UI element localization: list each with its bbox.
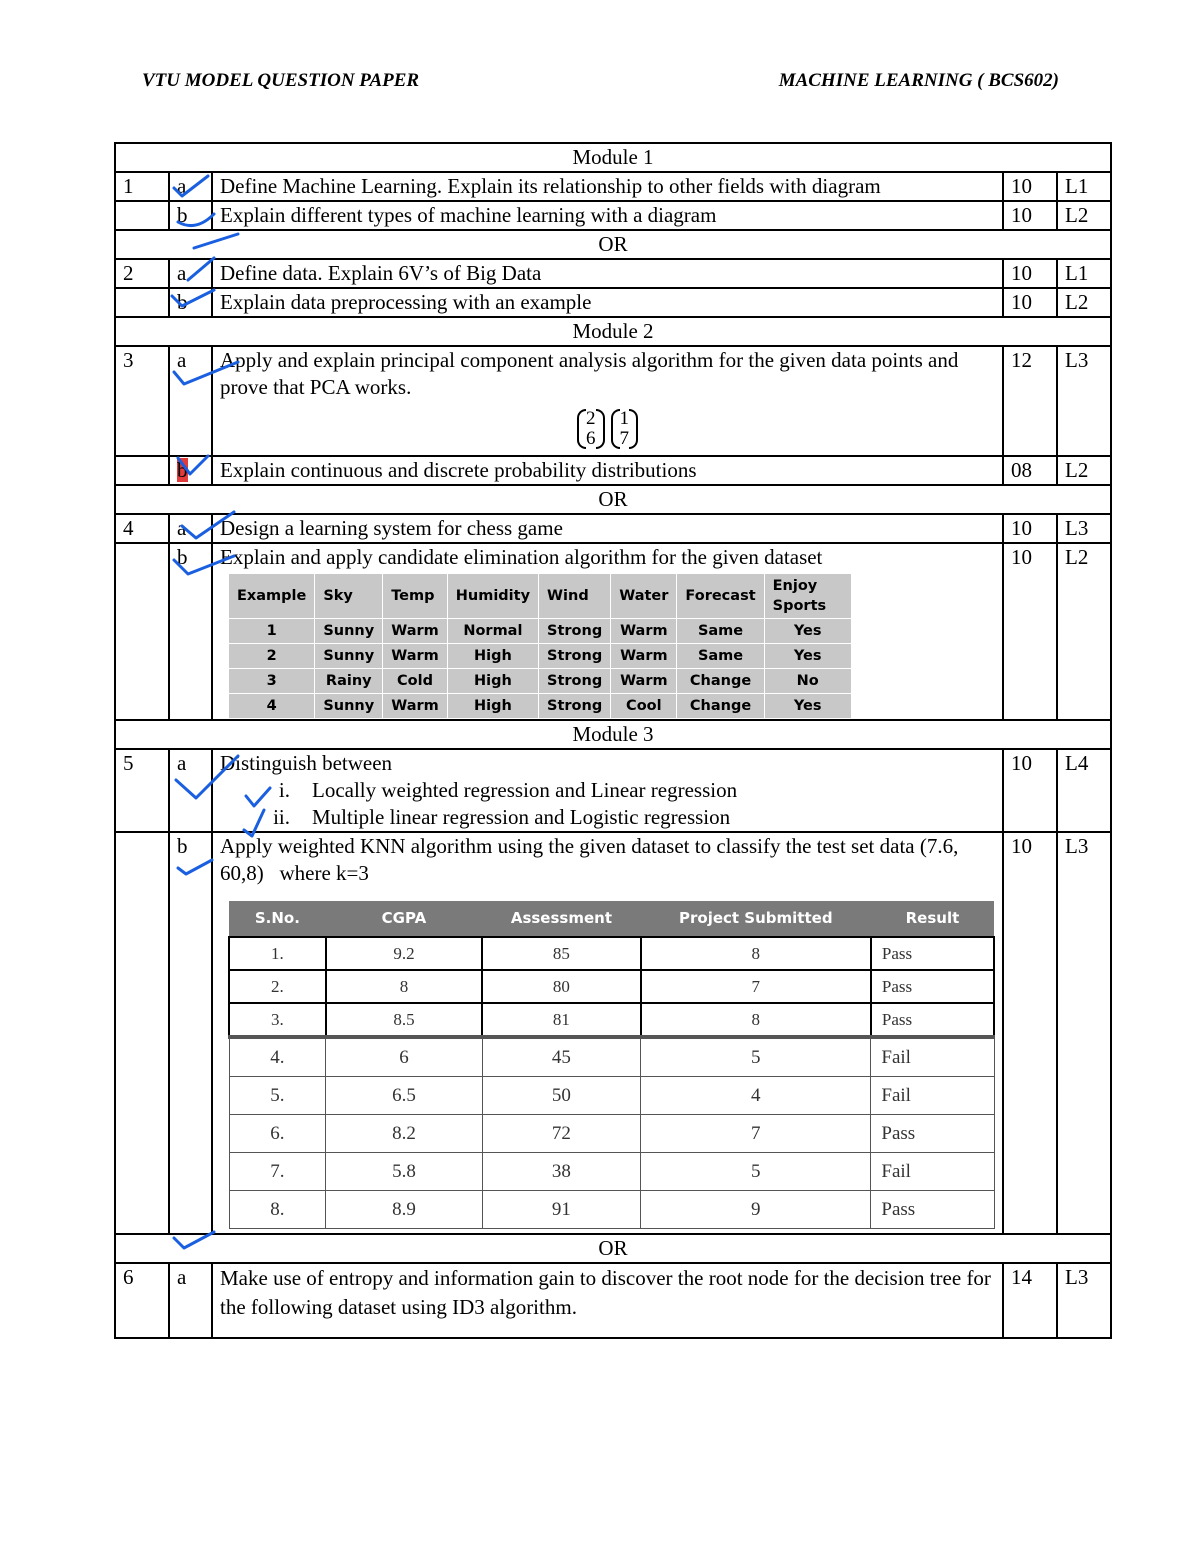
sub-item-number: ii. [273, 805, 290, 829]
table-cell: Pass [871, 970, 994, 1003]
question-number: 6 [115, 1263, 169, 1338]
table-cell: 3. [229, 1003, 326, 1037]
highlighted-sub-label: b [177, 458, 188, 482]
table-cell: Warm [611, 644, 677, 669]
question-number [115, 201, 169, 230]
table-header-cell: S.No. [229, 901, 326, 937]
table-header-cell: Forecast [677, 574, 764, 619]
table-cell: Warm [383, 619, 448, 644]
table-cell: 7 [641, 1115, 871, 1153]
table-cell: Pass [871, 937, 994, 970]
table-header-cell: Project Submitted [641, 901, 871, 937]
sub-label: b [169, 543, 212, 720]
sub-label: a [169, 259, 212, 288]
table-row [229, 694, 852, 719]
table-cell: Same [677, 619, 764, 644]
question-number: 2 [115, 259, 169, 288]
question-number: 1 [115, 172, 169, 201]
table-cell: 4 [229, 694, 315, 719]
table-header-cell: Temp [383, 574, 448, 619]
table-cell: 8.2 [326, 1115, 482, 1153]
vector-2 [611, 409, 639, 449]
table-header-cell: CGPA [326, 901, 482, 937]
table-cell: 81 [482, 1003, 641, 1037]
question-number [115, 832, 169, 1234]
or-divider: OR [115, 230, 1111, 259]
table-row [229, 1153, 994, 1191]
question-row [115, 1263, 1111, 1338]
table-cell: Sunny [315, 619, 383, 644]
knn-dataset [228, 901, 995, 1229]
table-cell: 9 [641, 1191, 871, 1229]
table-row [229, 1077, 994, 1115]
table-cell: No [764, 669, 851, 694]
or-row [115, 230, 1111, 259]
sub-label: a [169, 346, 212, 456]
question-cell [212, 346, 1003, 456]
level: L3 [1057, 514, 1111, 543]
table-header-cell: Wind [539, 574, 611, 619]
module-row [115, 143, 1111, 172]
or-row [115, 1234, 1111, 1263]
table-header-cell: Example [229, 574, 315, 619]
table-cell: Fail [871, 1077, 994, 1115]
pca-data-points [220, 409, 995, 449]
table-cell: 72 [482, 1115, 641, 1153]
question-row [115, 172, 1111, 201]
table-cell: 5 [641, 1037, 871, 1077]
table-cell: Strong [539, 619, 611, 644]
sub-item [242, 777, 995, 804]
table-cell: High [447, 694, 538, 719]
table-cell: Yes [764, 619, 851, 644]
question-row [115, 288, 1111, 317]
question-number [115, 288, 169, 317]
module-row [115, 317, 1111, 346]
table-header-cell: Assessment [482, 901, 641, 937]
level: L1 [1057, 172, 1111, 201]
module-3-heading: Module 3 [115, 720, 1111, 749]
question-text: Distinguish between [220, 751, 393, 775]
question-number: 3 [115, 346, 169, 456]
vector-1 [577, 409, 605, 449]
table-header-cell: Result [871, 901, 994, 937]
question-number [115, 456, 169, 485]
table-cell: 6 [326, 1037, 482, 1077]
question-text: Design a learning system for chess game [212, 514, 1003, 543]
table-cell: 1. [229, 937, 326, 970]
table-cell: Warm [611, 619, 677, 644]
question-row [115, 543, 1111, 720]
question-row [115, 259, 1111, 288]
table-cell: Same [677, 644, 764, 669]
table-cell: 8 [641, 937, 871, 970]
marks: 10 [1003, 201, 1057, 230]
sub-label: a [169, 514, 212, 543]
level: L1 [1057, 259, 1111, 288]
table-header-cell: Water [611, 574, 677, 619]
vector-value: 1 [619, 408, 629, 429]
table-cell: 91 [482, 1191, 641, 1229]
table-cell: Fail [871, 1037, 994, 1077]
question-text: Define data. Explain 6V’s of Big Data [212, 259, 1003, 288]
vector-value: 2 [586, 408, 596, 429]
marks: 10 [1003, 514, 1057, 543]
table-cell: 80 [482, 970, 641, 1003]
table-cell: High [447, 644, 538, 669]
table-cell: Change [677, 694, 764, 719]
marks: 12 [1003, 346, 1057, 456]
or-divider: OR [115, 485, 1111, 514]
table-row [229, 1115, 994, 1153]
table-header-cell: Enjoy Sports [764, 574, 851, 619]
sub-label: b [169, 832, 212, 1234]
table-cell: 5 [641, 1153, 871, 1191]
table-cell: 8.9 [326, 1191, 482, 1229]
table-cell: 4 [641, 1077, 871, 1115]
module-1-heading: Module 1 [115, 143, 1111, 172]
table-cell: 8.5 [326, 1003, 482, 1037]
marks: 10 [1003, 749, 1057, 832]
table-cell: Cool [611, 694, 677, 719]
table-cell: Strong [539, 644, 611, 669]
question-number [115, 543, 169, 720]
table-header-cell: Humidity [447, 574, 538, 619]
table-cell: 8 [326, 970, 482, 1003]
table-cell: 38 [482, 1153, 641, 1191]
question-text: Make use of entropy and information gain to discover the root node for the decision tree for the following dataset using ID3 algorithm. [212, 1263, 1003, 1338]
table-cell: Pass [871, 1191, 994, 1229]
module-2-heading: Module 2 [115, 317, 1111, 346]
level: L2 [1057, 456, 1111, 485]
level: L2 [1057, 201, 1111, 230]
sub-item-text: Locally weighted regression and Linear regression [312, 778, 738, 802]
level: L3 [1057, 1263, 1111, 1338]
table-cell: Rainy [315, 669, 383, 694]
header-left-title: VTU MODEL QUESTION PAPER [142, 70, 420, 91]
question-cell [212, 749, 1003, 832]
table-cell: Sunny [315, 644, 383, 669]
table-row [229, 619, 852, 644]
table-cell: Sunny [315, 694, 383, 719]
table-cell: 7 [641, 970, 871, 1003]
table-row [229, 1003, 994, 1037]
marks: 10 [1003, 172, 1057, 201]
table-cell: 9.2 [326, 937, 482, 970]
table-row [229, 1037, 994, 1077]
question-paper-table [114, 142, 1112, 1339]
question-row [115, 749, 1111, 832]
question-cell [212, 832, 1003, 1234]
or-divider: OR [115, 1234, 1111, 1263]
marks: 10 [1003, 832, 1057, 1234]
table-cell: 50 [482, 1077, 641, 1115]
sub-label [169, 456, 212, 485]
sub-item [242, 804, 995, 831]
marks: 10 [1003, 259, 1057, 288]
sub-label: a [169, 1263, 212, 1338]
marks: 08 [1003, 456, 1057, 485]
question-text: Apply and explain principal component analysis algorithm for the given data points and prove that PCA works. [220, 348, 959, 399]
level: L2 [1057, 288, 1111, 317]
sub-label: b [169, 288, 212, 317]
question-text: Explain different types of machine learning with a diagram [212, 201, 1003, 230]
question-row [115, 201, 1111, 230]
table-cell: Warm [611, 669, 677, 694]
question-text: Explain continuous and discrete probability distributions [212, 456, 1003, 485]
table-cell: Strong [539, 694, 611, 719]
level: L2 [1057, 543, 1111, 720]
question-number: 4 [115, 514, 169, 543]
table-cell: 85 [482, 937, 641, 970]
table-cell: 2. [229, 970, 326, 1003]
table-cell: 2 [229, 644, 315, 669]
marks: 10 [1003, 543, 1057, 720]
marks: 10 [1003, 288, 1057, 317]
question-row [115, 346, 1111, 456]
table-cell: Yes [764, 644, 851, 669]
table-cell: 8. [229, 1191, 326, 1229]
table-cell: 45 [482, 1037, 641, 1077]
table-header-cell: Sky [315, 574, 383, 619]
table-cell: 6. [229, 1115, 326, 1153]
question-text: Apply weighted KNN algorithm using the given dataset to classify the test set data (7.6, 60,8) where k=3 [220, 834, 964, 885]
table-cell: Change [677, 669, 764, 694]
or-row [115, 485, 1111, 514]
table-cell: 7. [229, 1153, 326, 1191]
candidate-elimination-dataset [228, 573, 852, 719]
question-text: Define Machine Learning. Explain its relationship to other fields with diagram [212, 172, 1003, 201]
marks: 14 [1003, 1263, 1057, 1338]
table-cell: High [447, 669, 538, 694]
level: L3 [1057, 832, 1111, 1234]
sub-item-number: i. [278, 778, 290, 802]
table-cell: 4. [229, 1037, 326, 1077]
header-right-title: MACHINE LEARNING ( BCS602) [778, 70, 1059, 91]
sub-item-text: Multiple linear regression and Logistic regression [312, 805, 731, 829]
table-row [229, 1191, 994, 1229]
level: L3 [1057, 346, 1111, 456]
table-cell: 3 [229, 669, 315, 694]
level: L4 [1057, 749, 1111, 832]
table-cell: Strong [539, 669, 611, 694]
sub-label: b [169, 201, 212, 230]
table-row [229, 669, 852, 694]
sub-label: a [169, 172, 212, 201]
question-row [115, 456, 1111, 485]
table-cell: Yes [764, 694, 851, 719]
table-row [229, 970, 994, 1003]
table-cell: Warm [383, 644, 448, 669]
question-text: Explain and apply candidate elimination algorithm for the given dataset [220, 545, 823, 569]
module-row [115, 720, 1111, 749]
table-cell: Warm [383, 694, 448, 719]
table-row [229, 644, 852, 669]
table-cell: Fail [871, 1153, 994, 1191]
question-text: Explain data preprocessing with an example [212, 288, 1003, 317]
table-cell: Normal [447, 619, 538, 644]
table-cell: 5.8 [326, 1153, 482, 1191]
vector-value: 6 [586, 428, 596, 449]
table-row [229, 937, 994, 970]
table-cell: Pass [871, 1115, 994, 1153]
table-cell: 6.5 [326, 1077, 482, 1115]
table-cell: Pass [871, 1003, 994, 1037]
table-cell: 5. [229, 1077, 326, 1115]
vector-value: 7 [619, 428, 629, 449]
question-cell [212, 543, 1003, 720]
question-number: 5 [115, 749, 169, 832]
question-row [115, 832, 1111, 1234]
question-row [115, 514, 1111, 543]
table-cell: Cold [383, 669, 448, 694]
sub-label: a [169, 749, 212, 832]
table-cell: 8 [641, 1003, 871, 1037]
table-cell: 1 [229, 619, 315, 644]
